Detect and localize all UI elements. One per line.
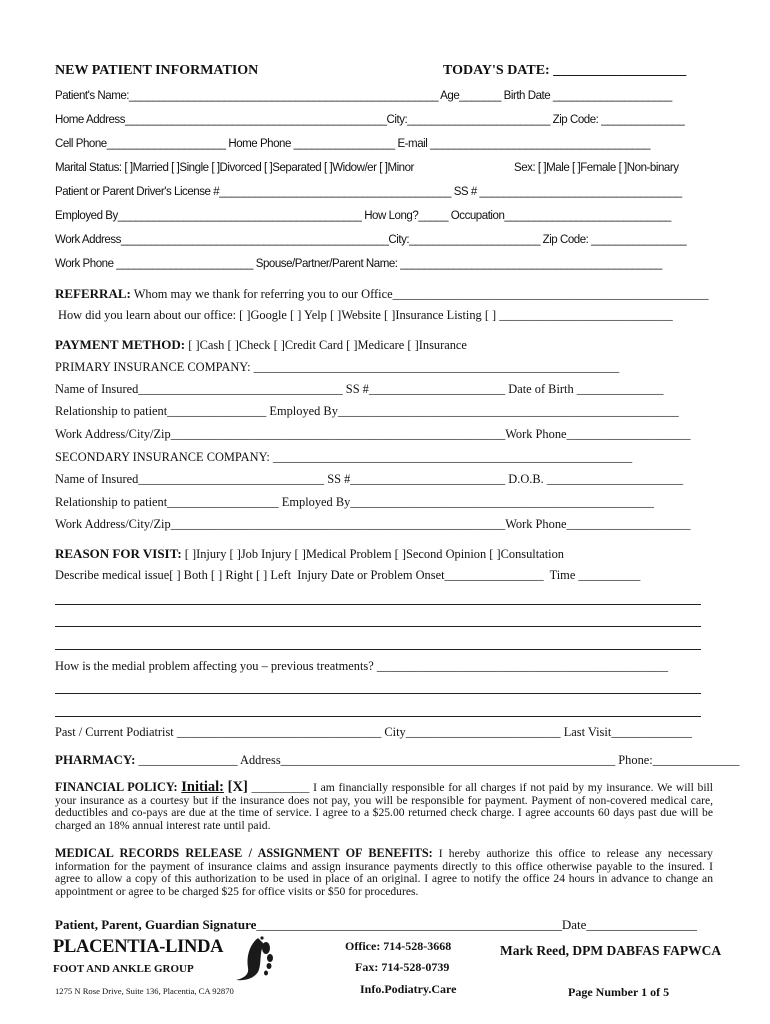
signature-line[interactable]: _______________________________________________Date_________________ <box>256 917 697 932</box>
payment-method-row[interactable] <box>55 338 467 351</box>
primary-relationship-row[interactable]: Relationship to patient________________ Employed By_______________________________________________________ <box>55 404 679 418</box>
referral-row[interactable] <box>55 287 709 300</box>
website[interactable]: Info.Podiatry.Care <box>360 982 457 996</box>
initial-label: Initial: <box>181 779 224 795</box>
secondary-relationship-row[interactable]: Relationship to patient__________________ Employed By_________________________________________________ <box>55 495 654 509</box>
doctor-name: Mark Reed, DPM DABFAS FAPWCA <box>500 943 722 958</box>
work-phone-row[interactable]: Work Phone _______________________ Spouse/Partner/Parent Name: ____________________________________________ <box>55 256 662 270</box>
page-number: Page Number 1 of 5 <box>568 985 670 999</box>
reason-options: [ ]Injury [ ]Job Injury [ ]Medical Problem [ ]Second Opinion [ ]Consultation <box>181 547 564 561</box>
blank-line[interactable] <box>55 604 701 605</box>
records-release-label: MEDICAL RECORDS RELEASE / ASSIGNMENT OF BENEFITS: <box>55 846 433 860</box>
pharmacy-fields: ________________ Address______________________________________________________ Phone:______________ <box>135 753 740 767</box>
fax-number: Fax: 714-528-0739 <box>355 960 450 974</box>
financial-policy-paragraph <box>55 781 713 832</box>
reason-for-visit-label: REASON FOR VISIT: <box>55 546 182 561</box>
foot-logo-icon <box>228 934 278 984</box>
pharmacy-row[interactable] <box>55 753 739 766</box>
initial-field[interactable]: [X] <box>227 779 248 795</box>
primary-insured-row[interactable]: Name of Insured_________________________________ SS #______________________ Date of Birth ______________ <box>55 382 664 396</box>
blank-line[interactable] <box>55 716 701 717</box>
payment-options: [ ]Cash [ ]Check [ ]Credit Card [ ]Medicare [ ]Insurance <box>185 338 467 352</box>
drivers-license-row[interactable]: Patient or Parent Driver's License #_______________________________________ SS # __________________________________ <box>55 184 682 198</box>
form-title: NEW PATIENT INFORMATION <box>55 63 259 78</box>
pharmacy-label: PHARMACY: <box>55 752 136 767</box>
primary-work-row[interactable]: Work Address/City/Zip______________________________________________________Work Phone____________________ <box>55 427 691 441</box>
work-address-row[interactable]: Work Address_____________________________________________City:______________________ Zip Code: ________________ <box>55 232 687 246</box>
referral-label: REFERRAL: <box>55 286 131 301</box>
marital-status-row[interactable]: Marital Status: [ ]Married [ ]Single [ ]Divorced [ ]Separated [ ]Widow/er [ ]Minor <box>55 160 414 174</box>
financial-policy-text: __________ I am financially responsible for all charges if not paid by my insurance. We will bill your insurance as a courtesy but if the insurance does not pay, you will be responsible for payment. Payment of non-covered medical care, deductibles and co-pays are due at the time of service. I agree to a $25.00 returned check charge. I agree accounts 60 days past due will be charged an 18% annual interest rate until paid. <box>55 781 714 832</box>
signature-row[interactable] <box>55 918 697 931</box>
sex-row[interactable]: Sex: [ ]Male [ ]Female [ ]Non-binary <box>514 160 679 174</box>
blank-line[interactable] <box>55 626 701 627</box>
secondary-insured-row[interactable]: Name of Insured______________________________ SS #_________________________ D.O.B. ______________________ <box>55 472 684 486</box>
financial-policy-label: FINANCIAL POLICY: <box>55 780 178 794</box>
office-phone: Office: 714-528-3668 <box>345 939 452 953</box>
phone-row[interactable]: Cell Phone____________________ Home Phone _________________ E-mail _____________________________________ <box>55 136 650 150</box>
employment-row[interactable]: Employed By_________________________________________ How Long?_____ Occupation____________________________ <box>55 208 671 222</box>
home-address-row[interactable]: Home Address____________________________________________City:________________________ Zip Code: ______________ <box>55 112 685 126</box>
referral-question: Whom may we thank for referring you to our Office___________________________________________________ <box>130 287 709 301</box>
signature-label: Patient, Parent, Guardian Signature <box>55 917 257 932</box>
logo-subtitle: FOOT AND ANKLE GROUP <box>53 963 194 975</box>
office-address: 1275 N Rose Drive, Suite 136, Placentia, CA 92870 <box>55 986 234 996</box>
primary-insurance-row[interactable]: PRIMARY INSURANCE COMPANY: ___________________________________________________________ <box>55 360 620 374</box>
payment-method-label: PAYMENT METHOD: <box>55 337 186 352</box>
patient-name-row[interactable]: Patient's Name:____________________________________________________ Age_______ Birth Date ____________________ <box>55 88 672 102</box>
secondary-insurance-row[interactable]: SECONDARY INSURANCE COMPANY: __________________________________________________________ <box>55 450 633 464</box>
describe-issue-row[interactable]: Describe medical issue[ ] Both [ ] Right [ ] Left Injury Date or Problem Onset________________ Time __________ <box>55 568 641 582</box>
todays-date-field[interactable]: TODAY'S DATE: ___________________ <box>443 63 687 78</box>
reason-for-visit-row[interactable] <box>55 547 564 560</box>
records-release-text: I hereby authorize this office to release any necessary information for the payment of insurance claims and assign insurance payments directly to this office otherwise payable to the insured. I agree to allow a copy of this authorization to be used in place of an original. I agree to notify the office 24 hours in advance to change an appointment or agree to be charged $25 for office visits or $50 for procedures. <box>55 847 713 898</box>
podiatrist-row[interactable]: Past / Current Podiatrist _________________________________ City_________________________ Last Visit_____________ <box>55 725 692 739</box>
blank-line[interactable] <box>55 693 701 694</box>
blank-line[interactable] <box>55 649 701 650</box>
how-learned-row[interactable]: How did you learn about our office: [ ]Google [ ] Yelp [ ]Website [ ]Insurance Listing [ ] ____________________________ <box>58 308 673 322</box>
secondary-work-row[interactable]: Work Address/City/Zip______________________________________________________Work Phone____________________ <box>55 517 691 531</box>
affecting-row[interactable]: How is the medial problem affecting you – previous treatments? _______________________________________________ <box>55 659 669 673</box>
records-release-paragraph <box>55 847 713 898</box>
logo-title: PLACENTIA-LINDA <box>53 937 224 957</box>
